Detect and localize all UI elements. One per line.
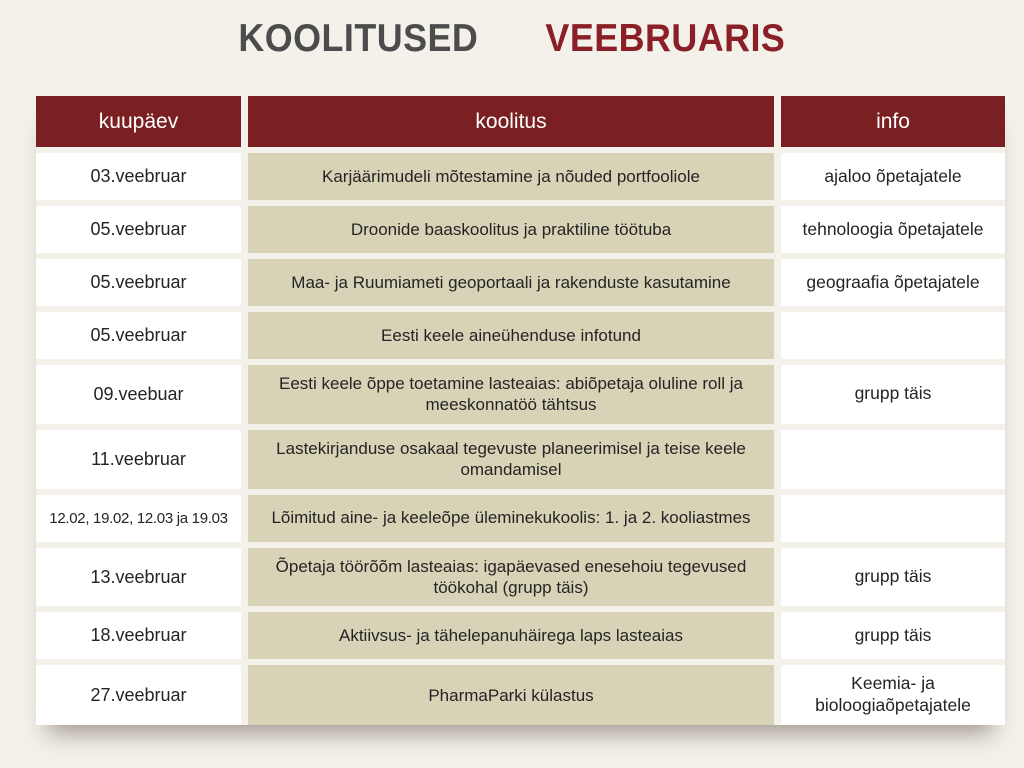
info-cell: geograafia õpetajatele — [781, 259, 1005, 306]
column-header-kuupaev: kuupäev — [36, 96, 241, 147]
trainings-table — [36, 96, 1005, 725]
koolitus-cell: PharmaParki külastus — [248, 665, 774, 725]
page-title — [0, 0, 1024, 96]
date-cell: 11.veebruar — [36, 430, 241, 489]
koolitus-cell: Droonide baaskoolitus ja praktiline töötuba — [248, 206, 774, 253]
date-cell: 09.veebuar — [36, 365, 241, 424]
date-cell: 05.veebruar — [36, 206, 241, 253]
info-cell: grupp täis — [781, 548, 1005, 607]
info-cell — [781, 495, 1005, 542]
date-cell: 12.02, 19.02, 12.03 ja 19.03 — [36, 495, 241, 542]
koolitus-cell: Eesti keele õppe toetamine lasteaias: abiõpetaja oluline roll ja meeskonnatöö tähtsus — [248, 365, 774, 424]
koolitus-cell: Õpetaja töörõõm lasteaias: igapäevased enesehoiu tegevused töökohal (grupp täis) — [248, 548, 774, 607]
info-cell: grupp täis — [781, 365, 1005, 424]
date-cell: 05.veebruar — [36, 259, 241, 306]
date-cell: 03.veebruar — [36, 153, 241, 200]
title-part-veebruaris: VEEBRUARIS — [545, 17, 786, 60]
info-cell: ajaloo õpetajatele — [781, 153, 1005, 200]
title-part-koolitused: KOOLITUSED — [238, 17, 479, 60]
date-cell: 05.veebruar — [36, 312, 241, 359]
column-header-koolitus: koolitus — [248, 96, 774, 147]
info-cell — [781, 430, 1005, 489]
date-cell: 27.veebruar — [36, 665, 241, 725]
koolitus-cell: Eesti keele aineühenduse infotund — [248, 312, 774, 359]
info-cell: Keemia- ja bioloogiaõpetajatele — [781, 665, 1005, 725]
koolitus-cell: Maa- ja Ruumiameti geoportaali ja rakenduste kasutamine — [248, 259, 774, 306]
koolitus-cell: Aktiivsus- ja tähelepanuhäirega laps lasteaias — [248, 612, 774, 659]
info-cell: tehnoloogia õpetajatele — [781, 206, 1005, 253]
column-header-info: info — [781, 96, 1005, 147]
koolitus-cell: Karjäärimudeli mõtestamine ja nõuded portfooliole — [248, 153, 774, 200]
info-cell — [781, 312, 1005, 359]
date-cell: 18.veebruar — [36, 612, 241, 659]
date-cell: 13.veebruar — [36, 548, 241, 607]
koolitus-cell: Lastekirjanduse osakaal tegevuste planeerimisel ja teise keele omandamisel — [248, 430, 774, 489]
info-cell: grupp täis — [781, 612, 1005, 659]
koolitus-cell: Lõimitud aine- ja keeleõpe üleminekukoolis: 1. ja 2. kooliastmes — [248, 495, 774, 542]
